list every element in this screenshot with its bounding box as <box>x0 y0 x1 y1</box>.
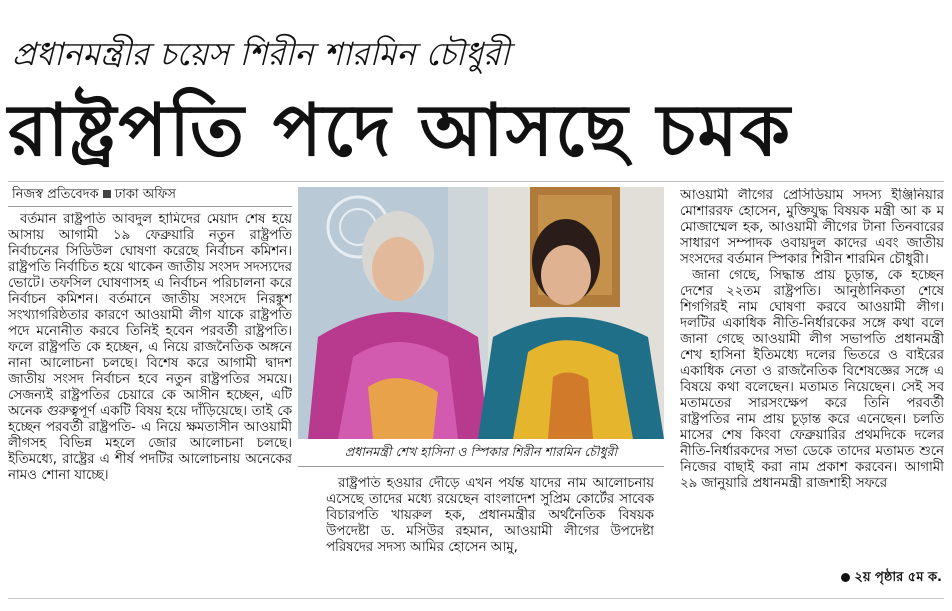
square-bullet-icon <box>103 190 111 198</box>
byline-desk: ঢাকা অফিস <box>114 187 176 202</box>
divider <box>8 598 944 599</box>
divider <box>8 206 292 207</box>
photo-caption: প্রধানমন্ত্রী শেখ হাসিনা ও স্পিকার শিরীন শারমিন চৌধুরী <box>344 444 618 459</box>
bullet-icon <box>841 573 850 582</box>
continued-note-text: ২য় পৃষ্ঠার ৫ম ক. <box>854 570 942 585</box>
column-3-paragraph: জানা গেছে, সিদ্ধান্ত প্রায় চূড়ান্ত, কে হচ্ছেন দেশের ২২তম রাষ্ট্রপতি। আনুষ্ঠানিকতা শেষে শিগগিরই নাম ঘোষণা করবে আওয়ামী লীগ। দলটির একাধিক নীতি-নির্ধারকের সঙ্গে কথা বলে জানা গেছে আওয়ামী লীগ সভাপতি প্রধানমন্ত্রী শেখ হাসিনা ইতিমধ্যে দলের ভিতরে ও বাইরের একাধিক নেতা ও রাজনৈতিক বিশেষজ্ঞের সঙ্গে এ বিষয়ে কথা বলেছেন। মতামত নিয়েছেন। সেই সব মতামতের সারসংক্ষেপ করে তিনি পরবর্তী রাষ্ট্রপতির নাম প্রায় চূড়ান্ত করে এনেছেন। চলতি মাসের শেষ কিংবা ফেব্রুয়ারির প্রথমদিকে দলের নীতি-নির্ধারকদের সভা ডেকে তাদের মতামত শুনে নিজের বাছাই করা নাম প্রকাশ করবেন। আগামী ২৯ জানুয়ারি প্রধানমন্ত্রী রাজশাহী সফরে <box>680 268 944 491</box>
article-column-1 <box>8 212 292 592</box>
byline <box>12 186 292 204</box>
article-photo <box>298 187 664 439</box>
column-1-paragraph: বর্তমান রাষ্ট্রপতি আবদুল হামিদের মেয়াদ শেষ হয়ে আসায় আগামী ১৯ ফেব্রুয়ারি নতুন রাষ্ট্রপতি নির্বাচনের সিডিউল ঘোষণা করেছে নির্বাচন কমিশন। রাষ্ট্রপতি নির্বাচিত হয়ে থাকেন জাতীয় সংসদ সদস্যদের ভোটে। তফসিল ঘোষণাসহ এ নির্বাচন পরিচালনা করে নির্বাচন কমিশন। বর্তমানে জাতীয় সংসদে নিরঙ্কুশ সংখ্যাগরিষ্ঠতার কারণে আওয়ামী লীগ যাকে রাষ্ট্রপতি পদে মনোনীত করবে তিনিই হবেন পরবর্তী রাষ্ট্রপতি। ফলে রাষ্ট্রপতি কে হচ্ছেন, এ নিয়ে রাজনৈতিক অঙ্গনে নানা আলোচনা চলছে। বিশেষ করে আগামী দ্বাদশ জাতীয় সংসদ নির্বাচন হবে নতুন রাষ্ট্রপতির সময়ে। সেজন্যই রাষ্ট্রপতির চেয়ারে কে আসীন হচ্ছেন, এটি অনেক গুরুত্বপূর্ণ একটি বিষয় হয়ে দাঁড়িয়েছে। তাই কে হচ্ছেন পরবর্তী রাষ্ট্রপতি- এ নিয়ে ক্ষমতাসীন আওয়ামী লীগসহ বিভিন্ন মহলে জোর আলোচনা চলছে। ইতিমধ্যে, রাষ্ট্রের এ শীর্ষ পদটির আলোচনায় অনেকের নামও শোনা যাচ্ছে। <box>8 212 292 483</box>
article-column-2 <box>326 476 654 586</box>
column-2-paragraph: রাষ্ট্রপতি হওয়ার দৌড়ে এখন পর্যন্ত যাদের নাম আলোচনায় এসেছে তাদের মধ্যে রয়েছেন বাংলাদেশ সুপ্রিম কোর্টের সাবেক বিচারপতি খায়রুল হক, প্রধানমন্ত্রীর অর্থনৈতিক বিষয়ক উপদেষ্টা ড. মসিউর রহমান, আওয়ামী লীগের উপদেষ্টা পরিষদের সদস্য আমির হোসেন আমু, <box>326 476 654 555</box>
byline-author: নিজস্ব প্রতিবেদক <box>12 187 99 202</box>
photo-illustration <box>298 187 664 439</box>
divider <box>8 181 944 182</box>
divider <box>298 466 664 467</box>
continued-note <box>680 570 942 586</box>
column-3-paragraph: আওয়ামী লীগের প্রেসিডিয়াম সদস্য ইঞ্জিনিয়ার মোশাররফ হোসেন, মুক্তিযুদ্ধ বিষয়ক মন্ত্রী আ ক ম মোজাম্মেল হক, আওয়ামী লীগের টানা তিনবারের সাধারণ সম্পাদক ওবায়দুল কাদের এবং জাতীয় সংসদের বর্তমান স্পিকার শিরীন শারমিন চৌধুরী। <box>680 188 944 267</box>
article-headline: রাষ্ট্রপতি পদে আসছে চমক <box>8 88 793 172</box>
article-column-3 <box>680 188 944 568</box>
article-kicker: প্রধানমন্ত্রীর চয়েস শিরীন শারমিন চৌধুরী <box>12 35 510 73</box>
